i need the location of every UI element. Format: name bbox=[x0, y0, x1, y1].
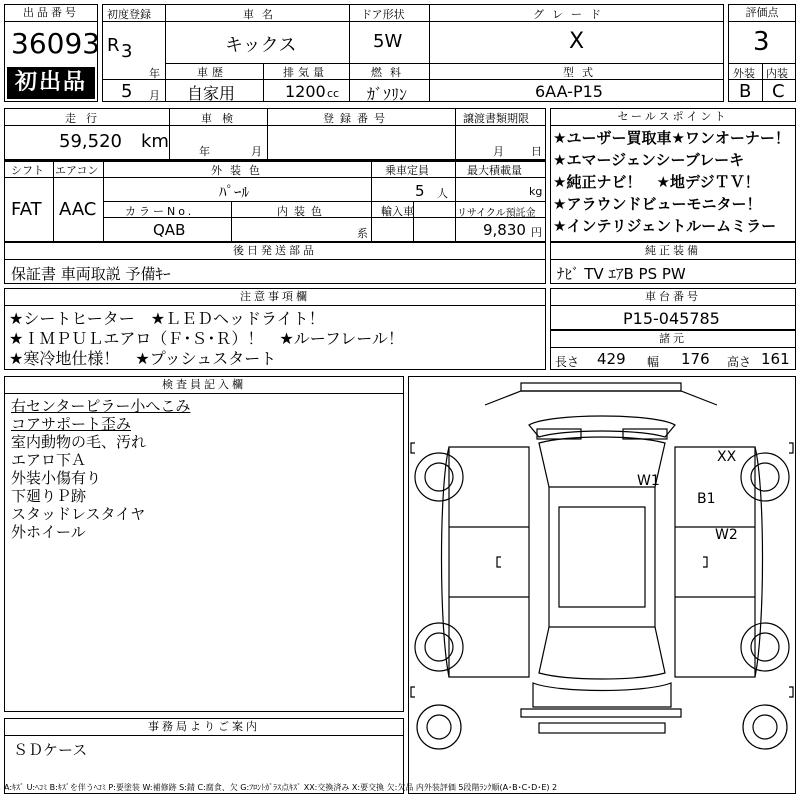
capacity: 5 bbox=[415, 182, 425, 200]
sales-point-item: ★エマージェンシーブレーキ bbox=[553, 151, 745, 169]
mileage: 59,520 bbox=[59, 131, 122, 152]
specs-box bbox=[550, 330, 796, 370]
reg-month: 5 bbox=[121, 81, 133, 102]
first-listing-text: 初出品 bbox=[14, 70, 87, 95]
sales-point-item: ★アラウンドビューモニター！ bbox=[553, 195, 762, 213]
door-label: ドア形状 bbox=[361, 8, 405, 21]
model: 6AA-P15 bbox=[535, 82, 603, 101]
note-item: ★ＩＭＰＵＬエアロ（Ｆ･Ｓ･Ｒ）！ ★ルーフレール！ bbox=[9, 329, 404, 348]
interior-unit: 系 bbox=[357, 227, 368, 240]
later-parts-value: 保証書 車両取説 予備ｷｰ bbox=[11, 265, 171, 283]
capacity-unit: 人 bbox=[437, 187, 448, 200]
damage-mark: W2 bbox=[715, 527, 738, 543]
inspector-box bbox=[4, 376, 404, 712]
import-label: 輸入車 bbox=[381, 205, 414, 218]
chassis-label: 車台番号 bbox=[551, 289, 795, 306]
header-table bbox=[102, 4, 724, 102]
color-no-label: カラーNo. bbox=[125, 205, 195, 218]
model-label: 型式 bbox=[563, 66, 601, 79]
office-label: 事務局よりご案内 bbox=[5, 719, 403, 736]
reg-month-unit: 月 bbox=[149, 89, 160, 102]
mileage-label: 走行 bbox=[65, 112, 107, 125]
inspector-item: コアサポート歪み bbox=[11, 415, 132, 433]
length-label: 長さ bbox=[555, 355, 580, 369]
history: 自家用 bbox=[187, 84, 236, 103]
genuine-box bbox=[550, 242, 796, 284]
sales-points-box bbox=[550, 108, 796, 242]
notes-box bbox=[4, 288, 546, 370]
inspector-item: スタッドレスタイヤ bbox=[11, 505, 146, 523]
reg-label: 初度登録 bbox=[107, 8, 151, 21]
tr-day-unit: 日 bbox=[531, 145, 542, 158]
sales-point-item: ★純正ナビ！ ★地デジＴＶ！ bbox=[553, 173, 760, 191]
inspector-item: 外装小傷有り bbox=[11, 469, 102, 487]
recycle-unit: 円 bbox=[531, 226, 542, 239]
grade-label: グレード bbox=[533, 8, 609, 21]
later-parts-label: 後日発送部品 bbox=[5, 243, 545, 260]
name-label: 車名 bbox=[243, 8, 281, 21]
color-no: QAB bbox=[153, 221, 186, 239]
disp-label: 排気量 bbox=[283, 66, 328, 79]
ins-month-unit: 月 bbox=[251, 145, 262, 158]
sales-point-item: ★ユーザー買取車★ワンオーナー！ bbox=[553, 129, 790, 147]
genuine-label: 純正装備 bbox=[551, 243, 795, 260]
spec-table bbox=[4, 160, 546, 242]
specs-label: 諸元 bbox=[551, 331, 795, 348]
regno-label: 登録番号 bbox=[323, 112, 391, 125]
inspection-label: 車検 bbox=[201, 112, 243, 125]
later-parts-box bbox=[4, 242, 546, 284]
fuel: ｶﾞｿﾘﾝ bbox=[367, 85, 408, 104]
notes-label: 注意事項欄 bbox=[5, 289, 545, 306]
sales-points-label: セールスポイント bbox=[551, 109, 795, 126]
history-label: 車歴 bbox=[197, 66, 227, 79]
load-unit: kg bbox=[529, 185, 543, 198]
legend: A:ｷｽﾞ U:ﾍｺﾐ B:ｷｽﾞを伴うﾍｺﾐ P:要塗装 W:補修跡 S:錆 C:腐食、欠 G:ﾌﾛﾝﾄｶﾞﾗｽ点ｷｽﾞ XX:交換済み X:要交換 欠:欠品 内外装評価 5段階ﾗﾝｸ順(A･B･C･D･E) 2 bbox=[4, 783, 558, 792]
chassis-box bbox=[550, 288, 796, 330]
chassis-number: P15-045785 bbox=[623, 309, 720, 328]
reg-era: R bbox=[107, 35, 120, 56]
car-diagram bbox=[408, 376, 796, 794]
reg-year: 3 bbox=[121, 41, 133, 62]
displacement: 1200 bbox=[285, 82, 326, 101]
ac: AAC bbox=[59, 199, 97, 220]
inspector-item: 室内動物の毛、汚れ bbox=[11, 433, 147, 451]
recycle-label: リサイクル預託金 bbox=[457, 208, 536, 219]
exterior-label: 外装色 bbox=[211, 164, 268, 177]
shift-label: シフト bbox=[11, 164, 44, 177]
width-label: 幅 bbox=[647, 355, 660, 369]
interior-label: 内装色 bbox=[277, 205, 328, 218]
lot-number: 36093 bbox=[11, 27, 101, 60]
lot-label: 出品番号 bbox=[5, 5, 97, 22]
ins-year-unit: 年 bbox=[199, 145, 210, 158]
height: 161 bbox=[761, 350, 790, 368]
damage-mark: W1 bbox=[637, 473, 660, 489]
inspector-item: 下廻りＰ跡 bbox=[11, 487, 87, 505]
shift: FAT bbox=[11, 199, 42, 220]
grade: X bbox=[569, 29, 585, 54]
score-label: 評価点 bbox=[729, 5, 795, 22]
note-item: ★寒冷地仕様！ ★プッシュスタート bbox=[9, 349, 277, 368]
tr-month-unit: 月 bbox=[493, 145, 504, 158]
width: 176 bbox=[681, 350, 710, 368]
damage-mark: B1 bbox=[697, 491, 716, 507]
car-outline-diagram bbox=[409, 377, 795, 793]
mileage-unit: km bbox=[141, 131, 169, 152]
inspector-item: 右センターピラー小へこみ bbox=[11, 397, 191, 415]
note-item: ★シートヒーター ★ＬＥＤヘッドライト！ bbox=[9, 309, 325, 328]
transfer-label: 譲渡書類期限 bbox=[463, 112, 529, 125]
int-grade: C bbox=[772, 81, 785, 102]
genuine-value: ﾅﾋﾞ TV ｴｱB PS PW bbox=[557, 265, 686, 283]
ext-grade: B bbox=[739, 81, 752, 102]
office-value: ＳＤケース bbox=[13, 741, 88, 759]
capacity-label: 乗車定員 bbox=[385, 164, 429, 177]
length: 429 bbox=[597, 350, 626, 368]
lot-box bbox=[4, 4, 101, 102]
inspector-label: 検査員記入欄 bbox=[5, 377, 403, 394]
exterior-color: ﾊﾟｰﾙ bbox=[219, 183, 250, 201]
first-listing-badge bbox=[7, 67, 95, 99]
ext-label: 外装 bbox=[733, 67, 755, 80]
inspector-item: エアロ下Ａ bbox=[11, 451, 87, 469]
int-label: 内装 bbox=[766, 67, 788, 80]
ac-label: エアコン bbox=[55, 164, 99, 177]
score: 3 bbox=[753, 27, 770, 57]
fuel-label: 燃料 bbox=[371, 66, 409, 79]
inspector-item: 外ホイール bbox=[11, 523, 86, 541]
disp-unit: cc bbox=[327, 87, 340, 100]
door-type: 5W bbox=[373, 31, 403, 52]
score-box bbox=[728, 4, 796, 102]
sales-point-item: ★インテリジェントルームミラー bbox=[553, 217, 777, 235]
car-name: キックス bbox=[225, 35, 297, 56]
recycle-fee: 9,830 bbox=[483, 221, 526, 239]
reg-year-unit: 年 bbox=[149, 67, 160, 80]
damage-mark: XX bbox=[717, 449, 737, 465]
mileage-table bbox=[4, 108, 546, 160]
load-label: 最大積載量 bbox=[467, 164, 522, 177]
height-label: 高さ bbox=[727, 355, 752, 369]
